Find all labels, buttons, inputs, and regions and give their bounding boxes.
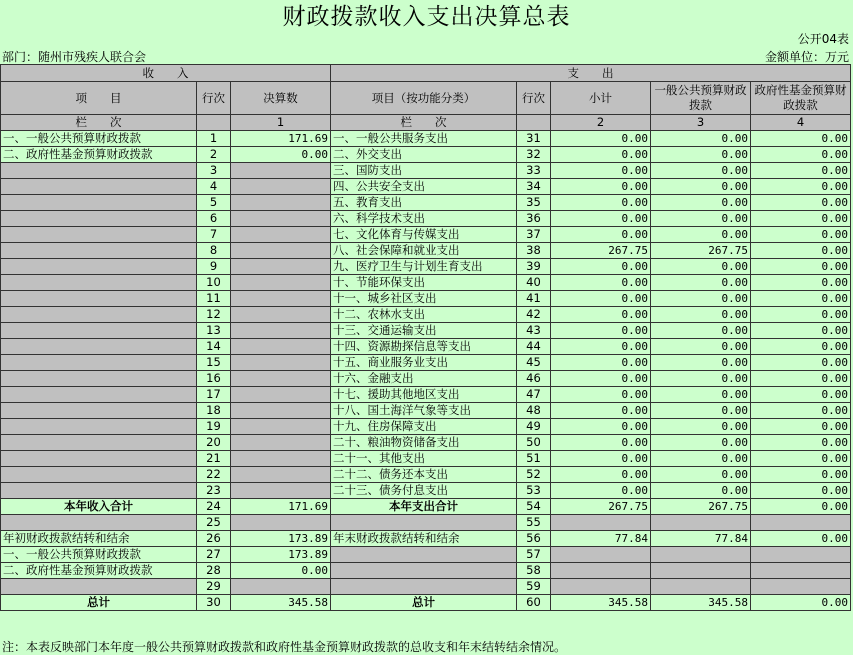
line-cell: 52 — [517, 467, 551, 483]
line-cell: 58 — [517, 563, 551, 579]
line-cell: 39 — [517, 259, 551, 275]
amount-cell — [231, 339, 331, 355]
amount-cell — [231, 243, 331, 259]
table-row — [1, 307, 851, 323]
expense-item-cell: 十五、商业服务业支出 — [331, 355, 517, 371]
amount-cell: 171.69 — [231, 131, 331, 147]
amount-cell: 0.00 — [751, 147, 851, 163]
amount-cell: 267.75 — [551, 499, 651, 515]
amount-cell: 0.00 — [551, 339, 651, 355]
amount-cell: 0.00 — [651, 339, 751, 355]
beginning-balance-label: 年初财政拨款结转和结余 — [1, 531, 197, 547]
amount-cell — [231, 467, 331, 483]
table-row — [1, 531, 851, 547]
amount-cell: 0.00 — [651, 355, 751, 371]
amount-cell: 0.00 — [651, 163, 751, 179]
income-item-cell — [1, 243, 197, 259]
amount-cell: 0.00 — [751, 467, 851, 483]
amount-cell — [231, 307, 331, 323]
item-by-function-header: 项目（按功能分类） — [331, 82, 517, 115]
grand-total-label-left: 总计 — [1, 595, 197, 611]
amount-cell — [231, 451, 331, 467]
table-row — [1, 371, 851, 387]
income-item-cell — [1, 275, 197, 291]
column-number-4: 4 — [751, 115, 851, 131]
income-section-header: 收 入 — [1, 65, 331, 82]
amount-cell: 0.00 — [651, 435, 751, 451]
amount-cell — [231, 195, 331, 211]
line-cell: 20 — [197, 435, 231, 451]
amount-cell: 0.00 — [651, 211, 751, 227]
expense-item-cell: 二十二、债务还本支出 — [331, 467, 517, 483]
table-row — [1, 259, 851, 275]
amount-cell: 0.00 — [551, 275, 651, 291]
amount-cell: 0.00 — [651, 467, 751, 483]
column-label-left: 栏 次 — [1, 115, 197, 131]
column-blank — [197, 115, 231, 131]
income-item-cell — [1, 163, 197, 179]
amount-cell: 0.00 — [551, 451, 651, 467]
amount-cell — [231, 483, 331, 499]
income-item-cell — [1, 179, 197, 195]
table-row — [1, 275, 851, 291]
line-cell: 40 — [517, 275, 551, 291]
amount-cell: 0.00 — [551, 163, 651, 179]
amount-cell: 0.00 — [751, 291, 851, 307]
line-cell: 14 — [197, 339, 231, 355]
line-cell: 11 — [197, 291, 231, 307]
line-cell: 48 — [517, 403, 551, 419]
column-blank — [517, 115, 551, 131]
income-item-cell — [1, 419, 197, 435]
income-item-cell — [1, 211, 197, 227]
ending-balance-label: 年末财政拨款结转和结余 — [331, 531, 517, 547]
amount-cell — [231, 387, 331, 403]
line-cell: 18 — [197, 403, 231, 419]
amount-cell: 345.58 — [651, 595, 751, 611]
table-row — [1, 387, 851, 403]
income-item-cell: 二、政府性基金预算财政拨款 — [1, 563, 197, 579]
income-item-cell — [1, 323, 197, 339]
amount-cell: 0.00 — [651, 259, 751, 275]
income-item-cell — [1, 435, 197, 451]
amount-cell: 0.00 — [751, 595, 851, 611]
table-row — [1, 419, 851, 435]
income-item-cell — [1, 355, 197, 371]
income-item-cell — [1, 307, 197, 323]
amount-cell: 0.00 — [651, 227, 751, 243]
amount-cell: 0.00 — [751, 403, 851, 419]
amount-cell — [231, 163, 331, 179]
income-item-cell: 二、政府性基金预算财政拨款 — [1, 147, 197, 163]
line-no-header: 行次 — [197, 82, 231, 115]
amount-cell: 0.00 — [751, 339, 851, 355]
amount-cell: 0.00 — [751, 387, 851, 403]
amount-cell: 0.00 — [751, 419, 851, 435]
table-row-totals — [1, 499, 851, 515]
table-row — [1, 323, 851, 339]
line-cell: 54 — [517, 499, 551, 515]
amount-cell: 0.00 — [551, 131, 651, 147]
expense-item-cell: 十、节能环保支出 — [331, 275, 517, 291]
expense-item-cell: 十一、城乡社区支出 — [331, 291, 517, 307]
amount-cell: 267.75 — [551, 243, 651, 259]
expense-item-cell: 七、文化体育与传媒支出 — [331, 227, 517, 243]
line-cell: 12 — [197, 307, 231, 323]
line-cell: 23 — [197, 483, 231, 499]
amount-cell: 0.00 — [751, 131, 851, 147]
expense-item-cell: 十六、金融支出 — [331, 371, 517, 387]
line-cell: 10 — [197, 275, 231, 291]
amount-cell: 0.00 — [751, 307, 851, 323]
amount-cell: 0.00 — [651, 291, 751, 307]
amount-cell: 0.00 — [751, 227, 851, 243]
line-cell: 41 — [517, 291, 551, 307]
amount-cell: 0.00 — [551, 307, 651, 323]
amount-cell: 0.00 — [551, 323, 651, 339]
line-cell: 36 — [517, 211, 551, 227]
income-item-cell — [1, 403, 197, 419]
amount-cell — [231, 211, 331, 227]
income-item-cell — [1, 387, 197, 403]
column-number-2: 2 — [551, 115, 651, 131]
line-cell: 7 — [197, 227, 231, 243]
table-row — [1, 131, 851, 147]
line-cell: 47 — [517, 387, 551, 403]
amount-cell: 0.00 — [751, 163, 851, 179]
amount-cell: 173.89 — [231, 547, 331, 563]
table-row — [1, 339, 851, 355]
line-cell: 16 — [197, 371, 231, 387]
amount-cell: 0.00 — [551, 227, 651, 243]
amount-cell — [231, 355, 331, 371]
line-cell: 28 — [197, 563, 231, 579]
income-item-cell: 一、一般公共预算财政拨款 — [1, 547, 197, 563]
line-cell: 51 — [517, 451, 551, 467]
expense-item-cell: 二十三、债务付息支出 — [331, 483, 517, 499]
amount-cell: 0.00 — [751, 483, 851, 499]
line-cell: 21 — [197, 451, 231, 467]
amount-cell — [231, 371, 331, 387]
amount-cell: 0.00 — [231, 563, 331, 579]
table-row — [1, 243, 851, 259]
line-cell: 43 — [517, 323, 551, 339]
amount-cell: 0.00 — [651, 275, 751, 291]
line-cell: 8 — [197, 243, 231, 259]
income-total-label: 本年收入合计 — [1, 499, 197, 515]
expense-item-cell: 十七、援助其他地区支出 — [331, 387, 517, 403]
line-cell: 30 — [197, 595, 231, 611]
column-number-3: 3 — [651, 115, 751, 131]
expense-section-header: 支 出 — [331, 65, 851, 82]
amount-cell — [231, 259, 331, 275]
line-cell: 44 — [517, 339, 551, 355]
amount-cell: 0.00 — [651, 131, 751, 147]
amount-cell — [231, 435, 331, 451]
amount-cell: 0.00 — [651, 451, 751, 467]
line-cell: 25 — [197, 515, 231, 531]
table-row — [1, 435, 851, 451]
amount-cell: 267.75 — [651, 499, 751, 515]
expense-item-cell: 二十、粮油物资储备支出 — [331, 435, 517, 451]
income-item-cell — [1, 483, 197, 499]
amount-cell: 77.84 — [551, 531, 651, 547]
table-row-grand-total — [1, 595, 851, 611]
line-cell: 57 — [517, 547, 551, 563]
item-header: 项 目 — [1, 82, 197, 115]
table-row — [1, 211, 851, 227]
table-row — [1, 147, 851, 163]
amount-cell: 345.58 — [231, 595, 331, 611]
line-cell: 38 — [517, 243, 551, 259]
expense-item-cell: 五、教育支出 — [331, 195, 517, 211]
amount-cell: 267.75 — [651, 243, 751, 259]
amount-cell: 0.00 — [751, 355, 851, 371]
table-row — [1, 483, 851, 499]
amount-cell: 0.00 — [551, 147, 651, 163]
line-cell: 3 — [197, 163, 231, 179]
amount-cell: 171.69 — [231, 499, 331, 515]
amount-cell: 0.00 — [551, 195, 651, 211]
amount-cell: 0.00 — [551, 211, 651, 227]
income-item-cell: 一、一般公共预算财政拨款 — [1, 131, 197, 147]
line-cell: 6 — [197, 211, 231, 227]
line-cell: 27 — [197, 547, 231, 563]
line-no-header-2: 行次 — [517, 82, 551, 115]
income-item-cell — [1, 259, 197, 275]
line-cell: 49 — [517, 419, 551, 435]
amount-cell: 0.00 — [751, 451, 851, 467]
amount-cell — [231, 403, 331, 419]
table-row — [1, 179, 851, 195]
final-amount-header: 决算数 — [231, 82, 331, 115]
amount-cell: 0.00 — [751, 275, 851, 291]
amount-cell: 0.00 — [551, 483, 651, 499]
amount-cell: 0.00 — [551, 371, 651, 387]
income-item-cell — [1, 339, 197, 355]
expense-item-cell: 三、国防支出 — [331, 163, 517, 179]
line-cell: 59 — [517, 579, 551, 595]
amount-cell: 0.00 — [751, 195, 851, 211]
amount-cell: 0.00 — [751, 243, 851, 259]
amount-cell: 173.89 — [231, 531, 331, 547]
amount-cell: 0.00 — [751, 531, 851, 547]
line-cell: 19 — [197, 419, 231, 435]
amount-cell — [231, 419, 331, 435]
amount-cell — [231, 275, 331, 291]
table-row — [1, 403, 851, 419]
line-cell: 24 — [197, 499, 231, 515]
line-cell: 5 — [197, 195, 231, 211]
amount-cell: 0.00 — [551, 467, 651, 483]
expense-item-cell: 十八、国土海洋气象等支出 — [331, 403, 517, 419]
amount-cell: 0.00 — [551, 259, 651, 275]
line-cell: 4 — [197, 179, 231, 195]
amount-cell — [231, 227, 331, 243]
grand-total-label-right: 总计 — [331, 595, 517, 611]
amount-cell: 0.00 — [651, 179, 751, 195]
form-code: 公开04表 — [797, 32, 849, 46]
line-cell: 53 — [517, 483, 551, 499]
amount-cell: 0.00 — [751, 179, 851, 195]
income-item-cell — [1, 227, 197, 243]
line-cell: 34 — [517, 179, 551, 195]
table-row — [1, 163, 851, 179]
amount-cell: 0.00 — [751, 499, 851, 515]
amount-cell: 0.00 — [551, 419, 651, 435]
line-cell: 60 — [517, 595, 551, 611]
amount-cell: 0.00 — [551, 291, 651, 307]
line-cell: 17 — [197, 387, 231, 403]
amount-cell: 0.00 — [651, 307, 751, 323]
amount-cell: 0.00 — [231, 147, 331, 163]
amount-cell: 0.00 — [651, 403, 751, 419]
line-cell: 2 — [197, 147, 231, 163]
income-item-cell — [1, 291, 197, 307]
expense-total-label: 本年支出合计 — [331, 499, 517, 515]
amount-cell: 0.00 — [751, 435, 851, 451]
line-cell: 32 — [517, 147, 551, 163]
line-cell: 37 — [517, 227, 551, 243]
line-cell: 45 — [517, 355, 551, 371]
table-row — [1, 291, 851, 307]
table-row — [1, 563, 851, 579]
amount-cell: 77.84 — [651, 531, 751, 547]
expense-item-cell: 二、外交支出 — [331, 147, 517, 163]
table-row — [1, 579, 851, 595]
expense-item-cell: 十九、住房保障支出 — [331, 419, 517, 435]
amount-cell: 0.00 — [551, 435, 651, 451]
amount-cell: 0.00 — [751, 259, 851, 275]
table-row — [1, 467, 851, 483]
table-row — [1, 195, 851, 211]
gov-fund-header: 政府性基金预算财政拨款 — [751, 82, 851, 115]
line-cell: 29 — [197, 579, 231, 595]
income-item-cell — [1, 371, 197, 387]
expense-item-cell: 二十一、其他支出 — [331, 451, 517, 467]
unit-label: 金额单位：万元 — [764, 50, 849, 64]
amount-cell: 0.00 — [651, 483, 751, 499]
line-cell: 46 — [517, 371, 551, 387]
expense-item-cell: 四、公共安全支出 — [331, 179, 517, 195]
line-cell: 1 — [197, 131, 231, 147]
income-item-cell — [1, 467, 197, 483]
amount-cell — [231, 323, 331, 339]
column-label-right: 栏 次 — [331, 115, 517, 131]
amount-cell — [231, 179, 331, 195]
general-budget-header: 一般公共预算财政拨款 — [651, 82, 751, 115]
table-row — [1, 515, 851, 531]
line-cell: 9 — [197, 259, 231, 275]
amount-cell: 0.00 — [651, 419, 751, 435]
amount-cell: 0.00 — [651, 195, 751, 211]
table-row — [1, 451, 851, 467]
line-cell: 26 — [197, 531, 231, 547]
column-number-1: 1 — [231, 115, 331, 131]
expense-item-cell: 九、医疗卫生与计划生育支出 — [331, 259, 517, 275]
amount-cell: 0.00 — [751, 371, 851, 387]
expense-item-cell: 一、一般公共服务支出 — [331, 131, 517, 147]
line-cell: 13 — [197, 323, 231, 339]
footnote: 注：本表反映部门本年度一般公共预算财政拨款和政府性基金预算财政拨款的总收支和年末结转结余情况。 — [2, 640, 567, 654]
amount-cell: 0.00 — [651, 387, 751, 403]
table-row — [1, 227, 851, 243]
budget-table — [0, 64, 851, 611]
amount-cell: 0.00 — [551, 403, 651, 419]
line-cell: 22 — [197, 467, 231, 483]
amount-cell: 0.00 — [551, 355, 651, 371]
expense-item-cell: 八、社会保障和就业支出 — [331, 243, 517, 259]
expense-item-cell: 六、科学技术支出 — [331, 211, 517, 227]
table-row — [1, 547, 851, 563]
amount-cell: 0.00 — [751, 211, 851, 227]
report-title: 财政拨款收入支出决算总表 — [282, 4, 571, 30]
amount-cell: 0.00 — [551, 387, 651, 403]
amount-cell: 0.00 — [651, 147, 751, 163]
line-cell: 31 — [517, 131, 551, 147]
amount-cell: 0.00 — [751, 323, 851, 339]
line-cell: 50 — [517, 435, 551, 451]
expense-item-cell: 十四、资源勘探信息等支出 — [331, 339, 517, 355]
amount-cell: 0.00 — [651, 323, 751, 339]
income-item-cell — [1, 195, 197, 211]
subtotal-header: 小计 — [551, 82, 651, 115]
line-cell: 42 — [517, 307, 551, 323]
income-item-cell — [1, 451, 197, 467]
amount-cell — [231, 291, 331, 307]
amount-cell: 0.00 — [551, 179, 651, 195]
amount-cell: 0.00 — [651, 371, 751, 387]
expense-item-cell: 十二、农林水支出 — [331, 307, 517, 323]
expense-item-cell: 十三、交通运输支出 — [331, 323, 517, 339]
amount-cell: 345.58 — [551, 595, 651, 611]
line-cell: 15 — [197, 355, 231, 371]
line-cell: 33 — [517, 163, 551, 179]
table-row — [1, 355, 851, 371]
line-cell: 55 — [517, 515, 551, 531]
department-label: 部门：随州市残疾人联合会 — [2, 50, 147, 64]
line-cell: 35 — [517, 195, 551, 211]
line-cell: 56 — [517, 531, 551, 547]
